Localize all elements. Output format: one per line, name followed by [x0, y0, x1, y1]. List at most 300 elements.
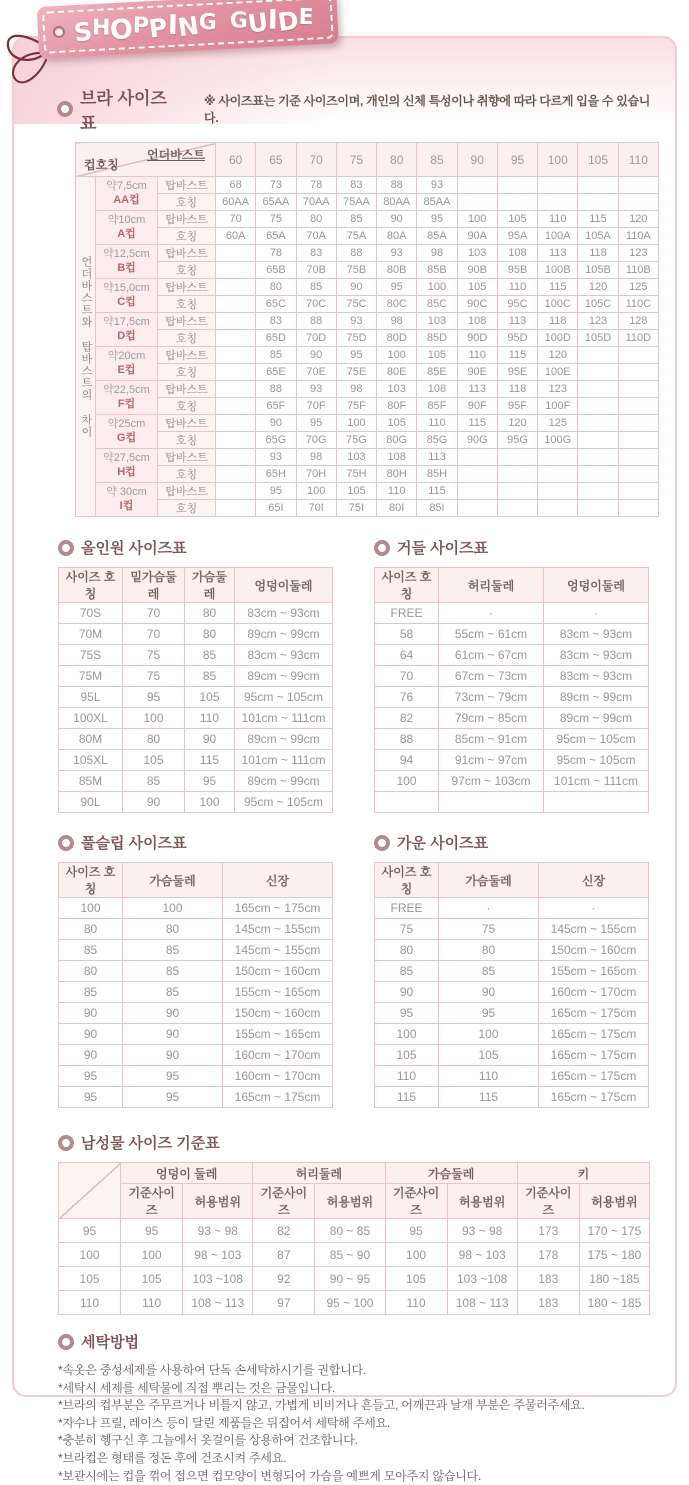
row-label-name: 호칭 [158, 296, 216, 313]
size-name-value: 75D [336, 330, 376, 347]
topbust-value: 95 [296, 415, 336, 432]
bra-row [76, 194, 659, 211]
size-name-value: 75H [336, 466, 376, 483]
size-name-value: 65D [256, 330, 296, 347]
girdle-table-row [375, 624, 649, 645]
header-row [59, 568, 333, 603]
mens-cell: 183 [517, 1291, 579, 1315]
gown-cell: 80 [375, 940, 439, 961]
mens-cell: 95 [59, 1219, 121, 1243]
topbust-value: 105 [457, 279, 497, 296]
size-name-value [578, 398, 618, 415]
gown-cell: 165cm ~ 175cm [539, 1003, 649, 1024]
mens-cell: 173 [517, 1219, 579, 1243]
slip-cell: 85 [59, 940, 123, 961]
size-name-value: 85AA [417, 194, 457, 211]
topbust-value: 113 [417, 449, 457, 466]
size-name-value: 65B [256, 262, 296, 279]
girdle-cell: 101cm ~ 111cm [544, 771, 649, 792]
topbust-value [618, 381, 658, 398]
row-label-topbust: 탑바스트 [158, 279, 216, 296]
size-name-value [538, 500, 578, 517]
size-name-value [618, 194, 658, 211]
bra-section-title: 브라 사이즈표 [80, 89, 167, 133]
girdle-cell: 67cm ~ 73cm [439, 666, 544, 687]
size-name-value: 100E [538, 364, 578, 381]
size-name-value [216, 296, 256, 313]
size-name-value [216, 466, 256, 483]
mens-cell: 175 ~ 180 [579, 1243, 649, 1267]
tag-letter: G [229, 8, 248, 34]
gown-cell: 160cm ~ 170cm [539, 982, 649, 1003]
gown-cell: 90 [375, 982, 439, 1003]
row-label-name: 호칭 [158, 398, 216, 415]
mens-cell: 100 [385, 1243, 447, 1267]
mens-cell: 98 ~ 103 [183, 1243, 253, 1267]
slip-cell: 95 [59, 1087, 123, 1108]
row-label-name: 호칭 [158, 364, 216, 381]
slip-cell: 80 [123, 919, 223, 940]
slip-cell: 165cm ~ 175cm [223, 898, 333, 919]
bra-corner-cell [76, 143, 216, 177]
cup-label-cell [96, 347, 158, 381]
gown-cell: 105 [439, 1045, 539, 1066]
topbust-value: 118 [497, 381, 537, 398]
mens-cell: 180 ~185 [579, 1267, 649, 1291]
topbust-value: 108 [497, 245, 537, 262]
size-name-value [216, 398, 256, 415]
size-name-value: 105D [578, 330, 618, 347]
row-label-topbust: 탑바스트 [158, 483, 216, 500]
allinone-table-row [59, 624, 333, 645]
topbust-value: 83 [256, 313, 296, 330]
girdle-cell: 95cm ~ 105cm [544, 750, 649, 771]
slip-cell: 90 [59, 1024, 123, 1045]
cup-label-cell [96, 449, 158, 483]
mens-sub-header: 허용범위 [315, 1184, 385, 1219]
size-name-value: 60AA [216, 194, 256, 211]
mens-section-title: 남성물 사이즈 기준표 [81, 1135, 220, 1152]
girdle-cell: · [439, 603, 544, 624]
allinone-cell: 70M [59, 624, 123, 645]
row-label-topbust: 탑바스트 [158, 313, 216, 330]
size-name-value: 75C [336, 296, 376, 313]
topbust-value: 80 [296, 211, 336, 228]
size-name-value: 65I [256, 500, 296, 517]
topbust-value: 85 [336, 211, 376, 228]
topbust-value: 85 [296, 279, 336, 296]
tag-letter: G [198, 9, 217, 36]
mens-group-header: 허리둘레 [253, 1163, 385, 1184]
allinone-cell: 100 [185, 792, 235, 813]
size-name-value: 65E [256, 364, 296, 381]
topbust-value [578, 347, 618, 364]
mens-sub-header: 허용범위 [447, 1184, 517, 1219]
gown-cell: 165cm ~ 175cm [539, 1024, 649, 1045]
allinone-table-row [59, 603, 333, 624]
size-name-value [618, 500, 658, 517]
section-bullet-icon [58, 835, 74, 851]
girdle-cell: 83cm ~ 93cm [544, 624, 649, 645]
gown-table-row [375, 1066, 649, 1087]
size-name-value: 80D [377, 330, 417, 347]
topbust-value [216, 279, 256, 296]
topbust-value: 103 [457, 245, 497, 262]
size-name-value [578, 500, 618, 517]
tag-letter [217, 23, 230, 25]
size-name-value: 85E [417, 364, 457, 381]
topbust-value [538, 177, 578, 194]
size-name-value: 70D [296, 330, 336, 347]
topbust-value: 120 [578, 279, 618, 296]
size-name-value [618, 398, 658, 415]
allinone-cell: 115 [185, 750, 235, 771]
gown-cell: 95 [375, 1003, 439, 1024]
topbust-value [538, 483, 578, 500]
section-washing [58, 1331, 659, 1485]
topbust-value: 68 [216, 177, 256, 194]
allinone-cell: 80 [123, 729, 185, 750]
mens-cell: 110 [121, 1291, 183, 1315]
girdle-table-row [375, 708, 649, 729]
size-name-value: 85D [417, 330, 457, 347]
topbust-value: 123 [578, 313, 618, 330]
size-name-value: 70F [296, 398, 336, 415]
tag-letter: H [91, 15, 111, 41]
topbust-value [497, 177, 537, 194]
allinone-cell: 70S [59, 603, 123, 624]
size-name-value: 70AA [296, 194, 336, 211]
size-name-value: 95E [497, 364, 537, 381]
topbust-value: 88 [377, 177, 417, 194]
corner-label-underbust: 언더바스트 [147, 148, 205, 162]
allinone-cell: 95cm ~ 105cm [235, 792, 333, 813]
allinone-cell: 80 [185, 624, 235, 645]
topbust-value: 110 [497, 279, 537, 296]
topbust-value: 115 [417, 483, 457, 500]
section-slip [58, 832, 332, 1108]
slip-table-row [59, 1066, 333, 1087]
topbust-value: 90 [336, 279, 376, 296]
topbust-value: 118 [578, 245, 618, 262]
bra-size-note: ※ 사이즈표는 기준 사이즈이며, 개인의 신체 특성이나 취향에 따라 다르게 입을 수 있습니다. [204, 94, 651, 125]
size-name-value: 65F [256, 398, 296, 415]
topbust-value [216, 415, 256, 432]
bra-row [76, 330, 659, 347]
cup-name-label: B컵 [117, 261, 136, 274]
allinone-table-row [59, 771, 333, 792]
gown-cell: · [539, 898, 649, 919]
underbust-col-header: 65 [256, 143, 296, 177]
size-name-value [216, 364, 256, 381]
bra-row [76, 398, 659, 415]
size-name-value [618, 466, 658, 483]
topbust-value: 100 [457, 211, 497, 228]
mens-cell: 95 [121, 1219, 183, 1243]
size-name-value [578, 364, 618, 381]
bra-row [76, 415, 659, 432]
mens-table-row [59, 1219, 650, 1243]
slip-cell: 155cm ~ 165cm [223, 1024, 333, 1045]
bra-header-row [76, 143, 659, 177]
mens-cell: 80 ~ 85 [315, 1219, 385, 1243]
topbust-value: 105 [336, 483, 376, 500]
topbust-value: 110 [377, 483, 417, 500]
topbust-value: 98 [377, 313, 417, 330]
header-row [375, 863, 649, 898]
allinone-col-header: 사이즈 호칭 [59, 568, 123, 603]
slip-col-header: 사이즈 호칭 [59, 863, 123, 898]
topbust-value: 125 [618, 279, 658, 296]
slip-cell: 85 [59, 982, 123, 1003]
tag-letter: N [175, 10, 201, 42]
size-name-value: 80B [377, 262, 417, 279]
girdle-cell: 55cm ~ 61cm [439, 624, 544, 645]
topbust-value: 93 [417, 177, 457, 194]
topbust-value: 88 [336, 245, 376, 262]
cup-name-label: AA컵 [113, 193, 140, 206]
cup-label-cell [96, 177, 158, 211]
bra-row [76, 347, 659, 364]
slip-cell: 100 [59, 898, 123, 919]
allinone-cell: 85 [185, 645, 235, 666]
cup-label-cell [96, 313, 158, 347]
size-name-value: 85F [417, 398, 457, 415]
size-name-value: 70B [296, 262, 336, 279]
size-name-value: 100G [538, 432, 578, 449]
cup-name-label: F컵 [117, 397, 136, 410]
allinone-cell: 89cm ~ 99cm [235, 729, 333, 750]
mens-cell: 97 [253, 1291, 315, 1315]
topbust-value [538, 449, 578, 466]
mens-corner-cell [59, 1163, 121, 1219]
size-name-value: 70I [296, 500, 336, 517]
topbust-value: 120 [538, 347, 578, 364]
mens-cell: 105 [59, 1267, 121, 1291]
underbust-col-header: 90 [457, 143, 497, 177]
mens-sub-header: 기준사이즈 [385, 1184, 447, 1219]
row-label-name: 호칭 [158, 262, 216, 279]
row-label-topbust: 탑바스트 [158, 415, 216, 432]
size-name-value [216, 432, 256, 449]
allinone-cell: 75S [59, 645, 123, 666]
tag-letter: U [245, 6, 270, 39]
washing-instruction-item: *충분히 헹구신 후 그늘에서 옷걸이를 상용하여 건조합니다. [58, 1433, 358, 1448]
size-name-value: 75G [336, 432, 376, 449]
bra-row [76, 279, 659, 296]
mens-sub-header: 허용범위 [579, 1184, 649, 1219]
girdle-col-header: 허리둘레 [439, 568, 544, 603]
girdle-cell [439, 792, 544, 813]
tag-letter: I [167, 9, 178, 41]
cup-name-label: A컵 [117, 227, 136, 240]
topbust-value: 73 [256, 177, 296, 194]
topbust-value: 125 [538, 415, 578, 432]
tag-letter: E [298, 4, 314, 31]
allinone-cell: 90 [185, 729, 235, 750]
size-name-value: 90B [457, 262, 497, 279]
underbust-col-header: 100 [538, 143, 578, 177]
gown-size-table [374, 862, 649, 1108]
topbust-value [497, 449, 537, 466]
girdle-cell: 83cm ~ 93cm [544, 645, 649, 666]
topbust-value: 108 [417, 381, 457, 398]
corner-label-cupname: 컵호칭 [84, 158, 119, 172]
slip-cell: 85 [123, 982, 223, 1003]
slip-cell: 100 [123, 898, 223, 919]
girdle-cell: 85cm ~ 91cm [439, 729, 544, 750]
allinone-cell: 100XL [59, 708, 123, 729]
bra-row [76, 381, 659, 398]
underbust-col-header: 85 [417, 143, 457, 177]
girdle-cell: FREE [375, 603, 439, 624]
slip-cell: 165cm ~ 175cm [223, 1087, 333, 1108]
size-name-value: 85C [417, 296, 457, 313]
size-name-value: 70C [296, 296, 336, 313]
gown-cell: 105 [375, 1045, 439, 1066]
allinone-cell: 89cm ~ 99cm [235, 771, 333, 792]
topbust-value [216, 449, 256, 466]
size-name-value: 105C [578, 296, 618, 313]
size-name-value [457, 466, 497, 483]
girdle-table-row [375, 603, 649, 624]
slip-cell: 95 [123, 1066, 223, 1087]
slip-table-row [59, 919, 333, 940]
girdle-cell: 100 [375, 771, 439, 792]
slip-table-row [59, 982, 333, 1003]
gown-cell: 95 [439, 1003, 539, 1024]
slip-cell: 155cm ~ 165cm [223, 982, 333, 1003]
girdle-size-table [374, 567, 649, 813]
allinone-cell: 101cm ~ 111cm [235, 750, 333, 771]
slip-cell: 145cm ~ 155cm [223, 919, 333, 940]
slip-table-row [59, 1087, 333, 1108]
topbust-value: 100 [296, 483, 336, 500]
size-name-value: 95B [497, 262, 537, 279]
washing-instruction-item: *속옷은 중성세제를 사용하여 단독 손세탁하시기를 권합니다. [58, 1363, 367, 1377]
topbust-value: 120 [497, 415, 537, 432]
topbust-value: 115 [578, 211, 618, 228]
slip-cell: 95 [59, 1066, 123, 1087]
allinone-cell: 90L [59, 792, 123, 813]
slip-cell: 90 [123, 1045, 223, 1066]
topbust-value: 90 [377, 211, 417, 228]
girdle-cell: 73cm ~ 79cm [439, 687, 544, 708]
gown-col-header: 가슴둘레 [439, 863, 539, 898]
size-name-value: 100F [538, 398, 578, 415]
mens-cell: 82 [253, 1219, 315, 1243]
size-name-value: 65H [256, 466, 296, 483]
topbust-value: 105 [497, 211, 537, 228]
girdle-table-row [375, 645, 649, 666]
gown-cell: FREE [375, 898, 439, 919]
allinone-size-table [58, 567, 333, 813]
mens-cell: 85 ~ 90 [315, 1243, 385, 1267]
topbust-value: 70 [216, 211, 256, 228]
size-name-value [618, 432, 658, 449]
mens-cell: 87 [253, 1243, 315, 1267]
topbust-value: 108 [457, 313, 497, 330]
topbust-value: 93 [377, 245, 417, 262]
gown-cell: 85 [375, 961, 439, 982]
mens-cell: 110 [59, 1291, 121, 1315]
row-allinone-girdle [58, 537, 659, 813]
cup-label-cell [96, 381, 158, 415]
mens-cell: 98 ~ 103 [447, 1243, 517, 1267]
allinone-cell: 110 [185, 708, 235, 729]
girdle-cell: 64 [375, 645, 439, 666]
gown-col-header: 신장 [539, 863, 649, 898]
washing-instruction-item: *세탁시 세제를 세탁물에 직접 뿌리는 것은 금물입니다. [58, 1380, 336, 1395]
gown-cell: 165cm ~ 175cm [539, 1087, 649, 1108]
topbust-value: 95 [417, 211, 457, 228]
size-name-value: 75AA [336, 194, 376, 211]
topbust-value: 95 [256, 483, 296, 500]
girdle-table-row [375, 750, 649, 771]
allinone-cell: 80M [59, 729, 123, 750]
size-name-value [457, 500, 497, 517]
size-name-value: 85A [417, 228, 457, 245]
mens-group-header: 가슴둘레 [385, 1163, 517, 1184]
size-name-value: 80C [377, 296, 417, 313]
size-name-value: 95D [497, 330, 537, 347]
underbust-col-header: 80 [377, 143, 417, 177]
topbust-value: 80 [256, 279, 296, 296]
allinone-cell: 89cm ~ 99cm [235, 624, 333, 645]
topbust-value: 103 [417, 313, 457, 330]
topbust-value: 85 [256, 347, 296, 364]
row-label-name: 호칭 [158, 228, 216, 245]
gown-table-row [375, 1045, 649, 1066]
gown-cell: 110 [439, 1066, 539, 1087]
size-name-value: 70E [296, 364, 336, 381]
size-name-value: 65AA [256, 194, 296, 211]
size-name-value: 65G [256, 432, 296, 449]
mens-size-table [58, 1162, 650, 1315]
topbust-value: 93 [296, 381, 336, 398]
size-name-value: 85B [417, 262, 457, 279]
gown-cell: 75 [375, 919, 439, 940]
allinone-col-header: 엉덩이둘레 [235, 568, 333, 603]
allinone-section-title: 올인원 사이즈표 [81, 540, 187, 557]
topbust-value: 105 [377, 415, 417, 432]
topbust-value [216, 313, 256, 330]
topbust-value [216, 347, 256, 364]
topbust-value [497, 483, 537, 500]
cup-label-cell [96, 415, 158, 449]
row-slip-gown [58, 832, 659, 1108]
slip-cell: 80 [59, 919, 123, 940]
topbust-value [618, 483, 658, 500]
girdle-table-row [375, 729, 649, 750]
girdle-cell: 89cm ~ 99cm [544, 708, 649, 729]
gown-table-row [375, 940, 649, 961]
size-name-value: 105A [578, 228, 618, 245]
size-name-value: 110B [618, 262, 658, 279]
tag-letter: S [72, 16, 94, 48]
topbust-value: 88 [296, 313, 336, 330]
allinone-cell: 90 [123, 792, 185, 813]
bra-row [76, 466, 659, 483]
topbust-value [216, 245, 256, 262]
bra-section-heading [57, 84, 659, 134]
bra-row [76, 483, 659, 500]
allinone-table-row [59, 729, 333, 750]
topbust-value: 98 [417, 245, 457, 262]
tag-letter: P [132, 13, 150, 39]
cup-diff-label: 약10cm [107, 213, 146, 226]
mens-cell: 110 [385, 1291, 447, 1315]
